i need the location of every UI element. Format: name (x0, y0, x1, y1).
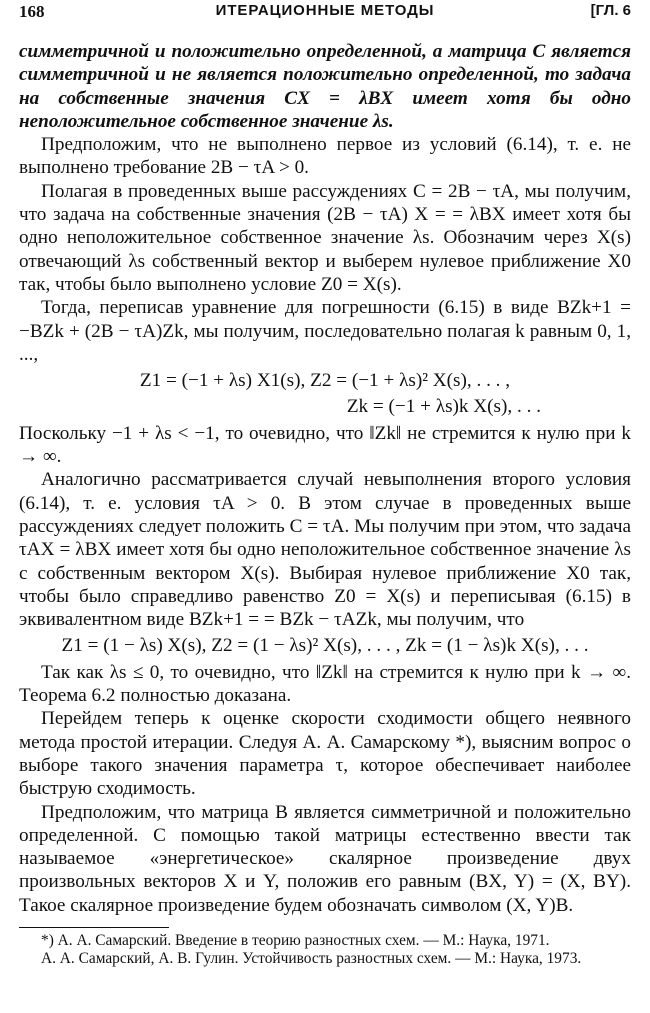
paragraph: Так как λs ≤ 0, то очевидно, что ‖Zk‖ на стремится к нулю при k → ∞. Теорема 6.2 полностью доказана. (19, 661, 631, 707)
footnote: *) А. А. Самарский. Введение в теорию разностных схем. — М.: Наука, 1971. (41, 931, 550, 949)
paragraph: Аналогично рассматривается случай невыполнения второго условия (6.14), т. е. условия τA > 0. В этом случае в проведенных выше рассуждениях следует положить C = τA. Мы получим при этом, что задача τAX = λBX имеет хотя бы одно неположительное собственное значение λs с собственным вектором X(s). Выбирая нулевое приближение X0 так, чтобы было справедливо равенство Z0 = X(s) и переписывая (6.15) в эквивалентном виде BZk+1 = = BZk − τAZk, мы получим, что (19, 469, 631, 631)
paragraph: Полагая в проведенных выше рассуждениях C = 2B − τA, мы получим, что задача на собственные значения (2B − τA) X = = λBX имеет хотя бы одно неположительное собственное значение λs. Обозначим через X(s) отвечающий λs собственный вектор и выберем нулевое приближение X0 так, чтобы было выполнено условие Z0 = X(s). (19, 180, 631, 295)
paragraph: Тогда, переписав уравнение для погрешности (6.15) в виде BZk+1 = −BZk + (2B − τA)Zk, мы получим, последовательно полагая k равным 0, 1, ..., (19, 297, 631, 365)
paragraph: Перейдем теперь к оценке скорости сходимости общего неявного метода простой итерации. Следуя А. А. Самарскому *), выясним вопрос о выборе такого значения параметра τ, которое обеспечивает наиболее быструю сходимость. (19, 708, 631, 800)
paragraph: Предположим, что не выполнено первое из условий (6.14), т. е. не выполнено требование 2B − τA > 0. (19, 134, 631, 179)
footnote-rule (19, 927, 169, 928)
page-number: 168 (19, 2, 45, 21)
footnote: А. А. Самарский, А. В. Гулин. Устойчивость разностных схем. — М.: Наука, 1973. (41, 950, 582, 968)
paragraph: Поскольку −1 + λs < −1, то очевидно, что ‖Zk‖ не стремится к нулю при k → ∞. (19, 422, 631, 468)
chapter-label: [ГЛ. 6 (590, 2, 631, 19)
display-formula: Zk = (−1 + λs)k X(s), . . . (346, 396, 541, 418)
running-title: ИТЕРАЦИОННЫЕ МЕТОДЫ (215, 2, 435, 19)
display-formula: Z1 = (−1 + λs) X1(s), Z2 = (−1 + λs)² X(s), . . . , (139, 370, 511, 392)
theorem-text-continued: симметричной и положительно определенной, а матрица C является симметричной и не является положительно определенной, то задача на собственные значения CX = λBX имеет хотя бы одно неположительное собственное значение λs. (19, 41, 631, 132)
footnotes (19, 932, 631, 969)
display-formula: Z1 = (1 − λs) X(s), Z2 = (1 − λs)² X(s), . . . , Zk = (1 − λs)k X(s), . . . (61, 635, 589, 657)
paragraph: Предположим, что матрица B является симметричной и положительно определенной. С помощью такой матрицы естественно ввести так называемое «энергетическое» скалярное произведение двух произвольных векторов X и Y, положив его равным (BX, Y) = (X, BY). Такое скалярное произведение будем обозначать символом (X, Y)B. (19, 801, 631, 916)
page-header (19, 2, 631, 24)
page-body (19, 40, 631, 969)
